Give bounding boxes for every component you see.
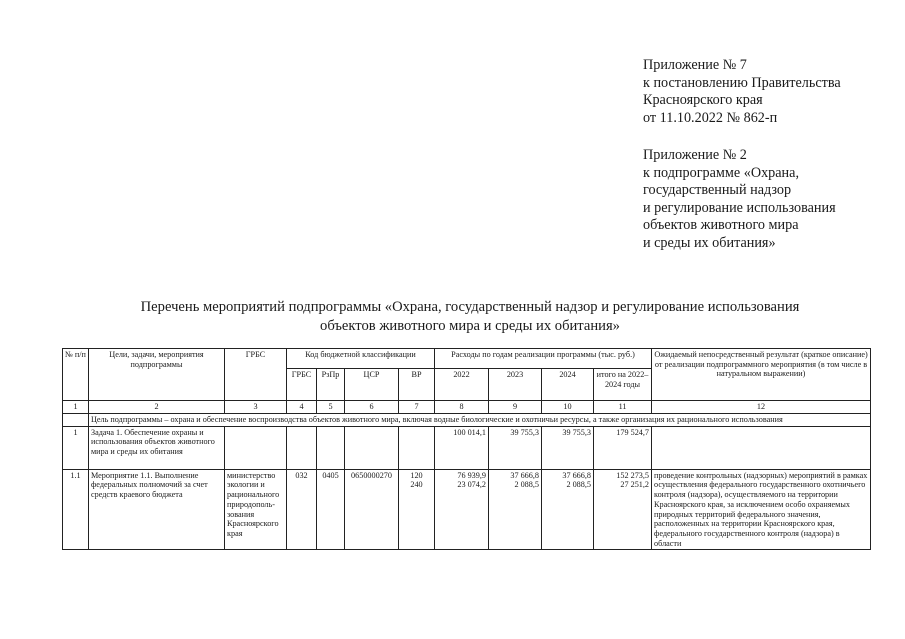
appendix-line: и среды их обитания» [643,234,776,251]
goal-empty-cell [63,413,89,426]
task-text: Задача 1. Обеспечение охраны и использования объектов животного мира и среды их обитания [89,426,225,469]
appendix-line: от 11.10.2022 № 862-п [643,109,778,126]
measure-vr-value: 240 [410,480,423,490]
measure-2022-value: 76 939,9 [457,470,486,480]
table-header-row [63,349,871,369]
col-number: 1 [63,401,89,414]
col-number: 9 [489,401,542,414]
title-line: Перечень мероприятий подпрограммы «Охрана, государственный надзор и регулирование использования [140,299,800,315]
measure-2024-value: 37 666,8 [562,470,591,480]
measure-csr: 0650000270 [345,469,399,550]
col-number: 3 [225,401,287,414]
task-code-cell [345,426,399,469]
subheader-grbs: ГРБС [287,369,317,401]
measure-result: проведение контрольных (надзорных) мероприятий в рамках осуществления федерального государственного охотничьего контроля (надзора), осуществляемого на территории Красноярского края, за исключением особо охраняемых природных территорий федерального значения, расположенных на территории Красноярского края, федерального государственного контроля (надзора) в области [652,469,871,550]
appendix-line: Красноярского края [643,92,763,109]
measure-2024-value: 2 088,5 [566,480,591,490]
task-code-cell [399,426,435,469]
appendix-2-block [643,147,893,253]
measure-2024 [542,469,594,550]
appendix-line: и регулирование использования [643,199,836,216]
appendix-line: Приложение № 7 [643,57,747,73]
measure-num: 1.1 [63,469,89,550]
goal-row [63,413,871,426]
measure-vr [399,469,435,550]
column-numbers-row [63,401,871,414]
appendix-7-block [643,57,893,127]
subheader-2023: 2023 [489,369,542,401]
measure-2023 [489,469,542,550]
header-budget-code: Код бюджетной классификации [287,349,435,369]
title-line: объектов животного мира и среды их обитания» [320,317,620,334]
measure-rzpr: 0405 [317,469,345,550]
appendix-line: объектов животного мира [643,217,799,234]
measure-2023-value: 2 088,5 [514,480,539,490]
measure-grbs-name: министерство экологии и рационального природополь-зования Красноярского края [225,469,287,550]
measure-2022-value: 23 074,2 [457,480,486,490]
measure-total [594,469,652,550]
appendix-line: Приложение № 2 [643,147,747,163]
col-number: 7 [399,401,435,414]
appendix-line: к постановлению Правительства [643,74,841,91]
col-number: 12 [652,401,871,414]
col-number: 8 [435,401,489,414]
header-num: № п/п [63,349,89,401]
header-grbs: ГРБС [225,349,287,401]
task-total: 179 524,7 [594,426,652,469]
header-expenses: Расходы по годам реализации программы (тыс. руб.) [435,349,652,369]
goal-text: Цель подпрограммы – охрана и обеспечение воспроизводства объектов животного мира, включая водные биологические и охотничьи ресурсы, а также организация их рационального использования [89,413,871,426]
measure-grbs: 032 [287,469,317,550]
col-number: 6 [345,401,399,414]
header-goals: Цели, задачи, мероприятия подпрограммы [89,349,225,401]
col-number: 2 [89,401,225,414]
subheader-2024: 2024 [542,369,594,401]
task-num: 1 [63,426,89,469]
measure-2023-value: 37 666,8 [510,470,539,480]
appendix-line: государственный надзор [643,182,792,199]
task-2023: 39 755,3 [489,426,542,469]
task-grbs-cell [225,426,287,469]
measure-2022 [435,469,489,550]
appendix-line: к подпрограмме «Охрана, [643,164,799,181]
col-number: 11 [594,401,652,414]
measures-table [62,348,871,550]
task-row [63,426,871,469]
measure-total-value: 152 273,5 [616,470,650,480]
task-result-cell [652,426,871,469]
document-title [60,298,880,335]
subheader-vr: ВР [399,369,435,401]
header-result: Ожидаемый непосредственный результат (краткое описание) от реализации подпрограммного мероприятия (в том числе в натуральном выражении) [652,349,871,401]
measure-vr-value: 120 [410,470,423,480]
measure-total-value: 27 251,2 [620,480,650,490]
task-code-cell [287,426,317,469]
task-2024: 39 755,3 [542,426,594,469]
subheader-total: итого на 2022–2024 годы [594,369,652,401]
task-code-cell [317,426,345,469]
col-number: 5 [317,401,345,414]
col-number: 4 [287,401,317,414]
subheader-2022: 2022 [435,369,489,401]
measure-text: Мероприятие 1.1. Выполнение федеральных полномочий за счет средств краевого бюджета [89,469,225,550]
subheader-rzpr: РзПр [317,369,345,401]
measure-row [63,469,871,550]
col-number: 10 [542,401,594,414]
task-2022: 100 014,1 [435,426,489,469]
subheader-csr: ЦСР [345,369,399,401]
